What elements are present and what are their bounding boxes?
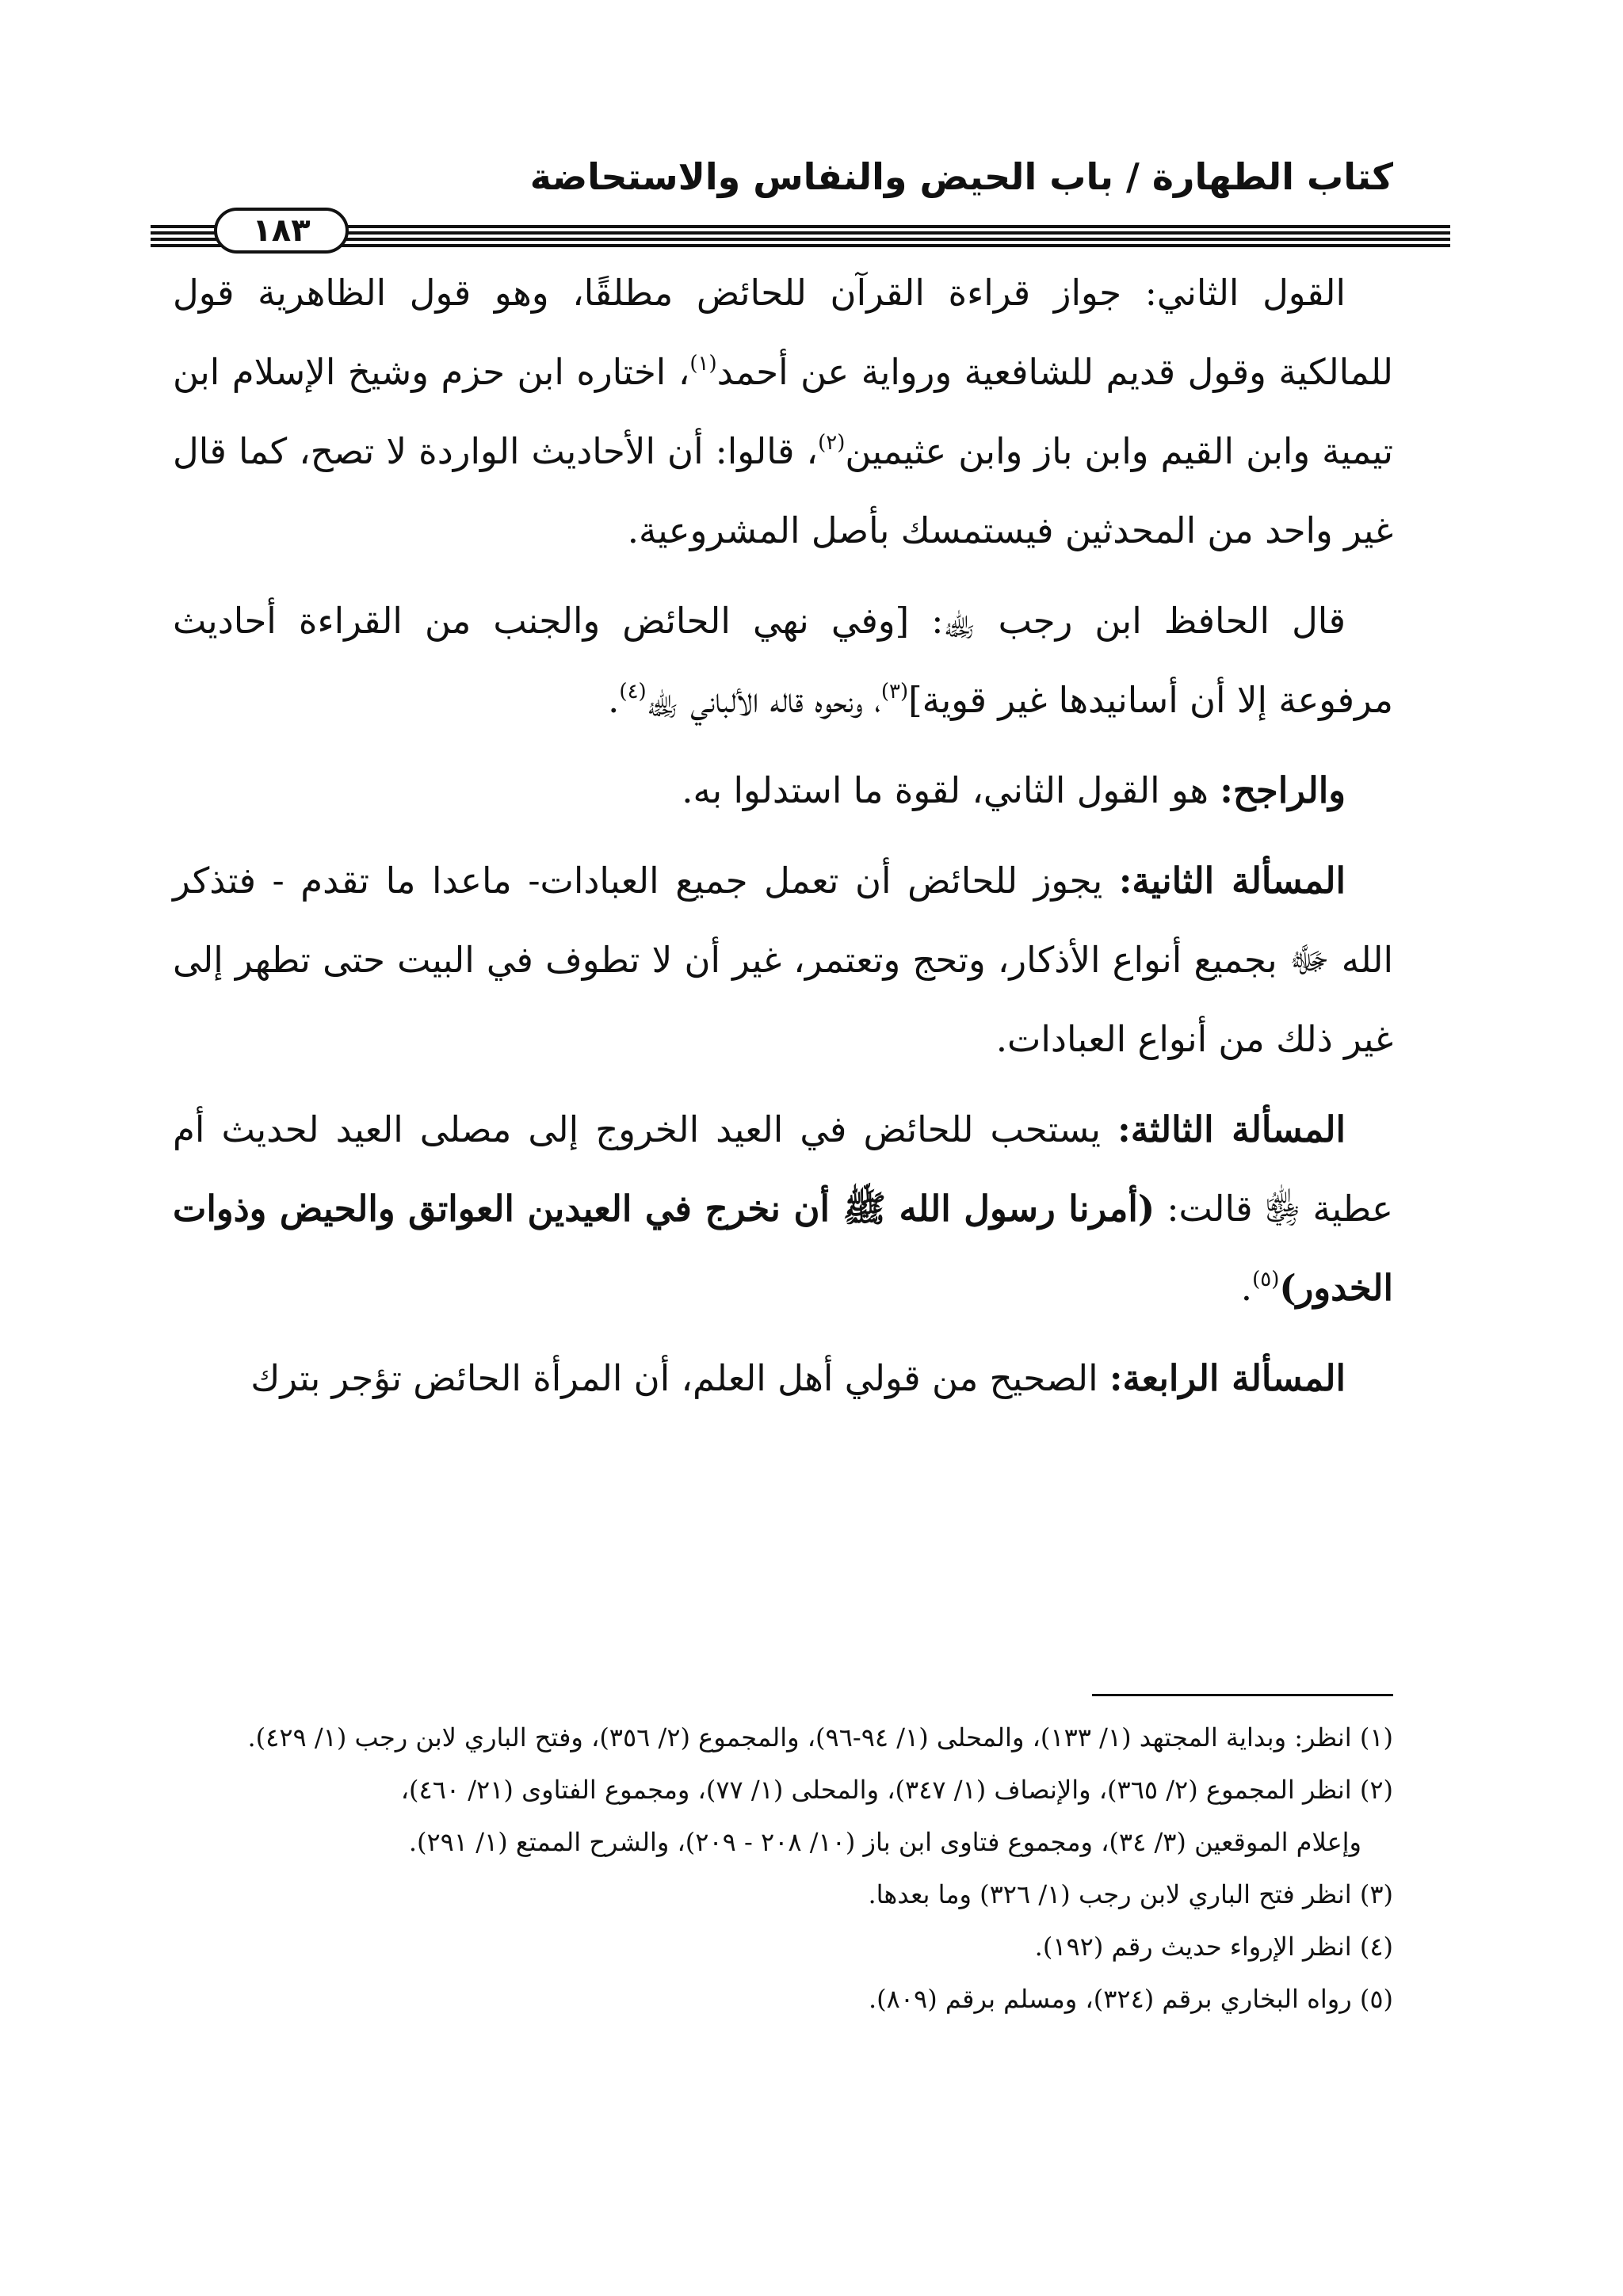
footnotes <box>173 1711 1393 2025</box>
paragraph-preferred-opinion: والراجح: هو القول الثاني، لقوة ما استدلوا به. <box>682 769 1346 811</box>
footnote-separator <box>1092 1694 1393 1696</box>
paragraph-lead: المسألة الرابعة: <box>1109 1357 1346 1399</box>
footnote-3: (٣) انظر فتح الباري لابن رجب (١/ ٣٢٦) وما بعدها. <box>868 1879 1393 1909</box>
footnote-ref-1: (١) <box>689 352 717 376</box>
main-text <box>173 254 1393 1429</box>
paragraph-fourth-issue: المسألة الرابعة: الصحيح من قولي أهل العلم، أن المرأة الحائض تؤجر بترك <box>250 1357 1346 1399</box>
paragraph-second-issue: المسألة الثانية: يجوز للحائض أن تعمل جميع العبادات- ماعدا ما تقدم - فتذكر الله ﷻ بجميع أنواع الأذكار، وتحج وتعتمر، غير أن لا تطوف في البيت حتى تطهر إلى غير ذلك من أنواع العبادات. <box>173 860 1393 1060</box>
paragraph-third-issue: المسألة الثالثة: يستحب للحائض في العيد الخروج إلى مصلى العيد لحديث أم عطية ﵂ قالت: (أمرنا رسول الله ﷺ أن نخرج في العيدين العواتق والحيض وذوات الخدور)$^{(٥)}$. <box>173 1108 1393 1309</box>
running-header-title: كتاب الطهارة / باب الحيض والنفاس والاستحاضة <box>529 155 1393 198</box>
paragraph-ibn-rajab-quote: قال الحافظ ابن رجب ﵀: [وفي نهي الحائض والجنب من القراءة أحاديث مرفوعة إلا أن أسانيدها غير قوية]$^{(٣)}$، ونحوه قاله الألباني ﵀$^{(٤)}$. <box>173 600 1393 721</box>
footnote-ref-2: (٢) <box>818 431 846 455</box>
footnote-ref-4: (٤) <box>619 680 647 704</box>
paragraph-lead: والراجح: <box>1220 769 1346 811</box>
page-number-badge: ١٨٣ <box>214 208 349 254</box>
hadith-quote: (أمرنا رسول الله ﷺ أن نخرج في العيدين العواتق والحيض وذوات الخدور) <box>173 1188 1393 1309</box>
footnote-5: (٥) رواه البخاري برقم (٣٢٤)، ومسلم برقم (٨٠٩). <box>868 1984 1393 2014</box>
paragraph-second-opinion: القول الثاني: جواز قراءة القرآن للحائض مطلقًا، وهو قول الظاهرية قول للمالكية وقول قديم للشافعية ورواية عن أحمد$^{(١)}$، اختاره ابن حزم وشيخ الإسلام ابن تيمية وابن القيم وابن باز وابن عثيمين$^{(٢)}$، قالوا: أن الأحاديث الواردة لا تصح، كما قال غير واحد من المحدثين فيستمسك بأصل المشروعية. <box>173 272 1393 551</box>
footnote-2-continued: وإعلام الموقعين (٣/ ٣٤)، ومجموع فتاوى ابن باز (١٠/ ٢٠٨ - ٢٠٩)، والشرح الممتع (١/ ٢٩١). <box>408 1827 1361 1857</box>
footnote-ref-5: (٥) <box>1252 1268 1280 1291</box>
footnote-4: (٤) انظر الإرواء حديث رقم (١٩٢). <box>1034 1932 1393 1962</box>
paragraph-lead: المسألة الثالثة: <box>1117 1108 1346 1150</box>
footnote-ref-3: (٣) <box>880 680 909 704</box>
paragraph-lead: المسألة الثانية: <box>1118 860 1346 902</box>
footnote-1: (١) انظر: وبداية المجتهد (١/ ١٣٣)، والمحلى (١/ ٩٤-٩٦)، والمجموع (٢/ ٣٥٦)، وفتح الباري لابن رجب (١/ ٤٢٩). <box>247 1722 1393 1753</box>
footnote-2: (٢) انظر المجموع (٢/ ٣٦٥)، والإنصاف (١/ ٣٤٧)، والمحلى (١/ ٧٧)، ومجموع الفتاوى (٢١/ ٤٦٠)، <box>400 1775 1393 1805</box>
